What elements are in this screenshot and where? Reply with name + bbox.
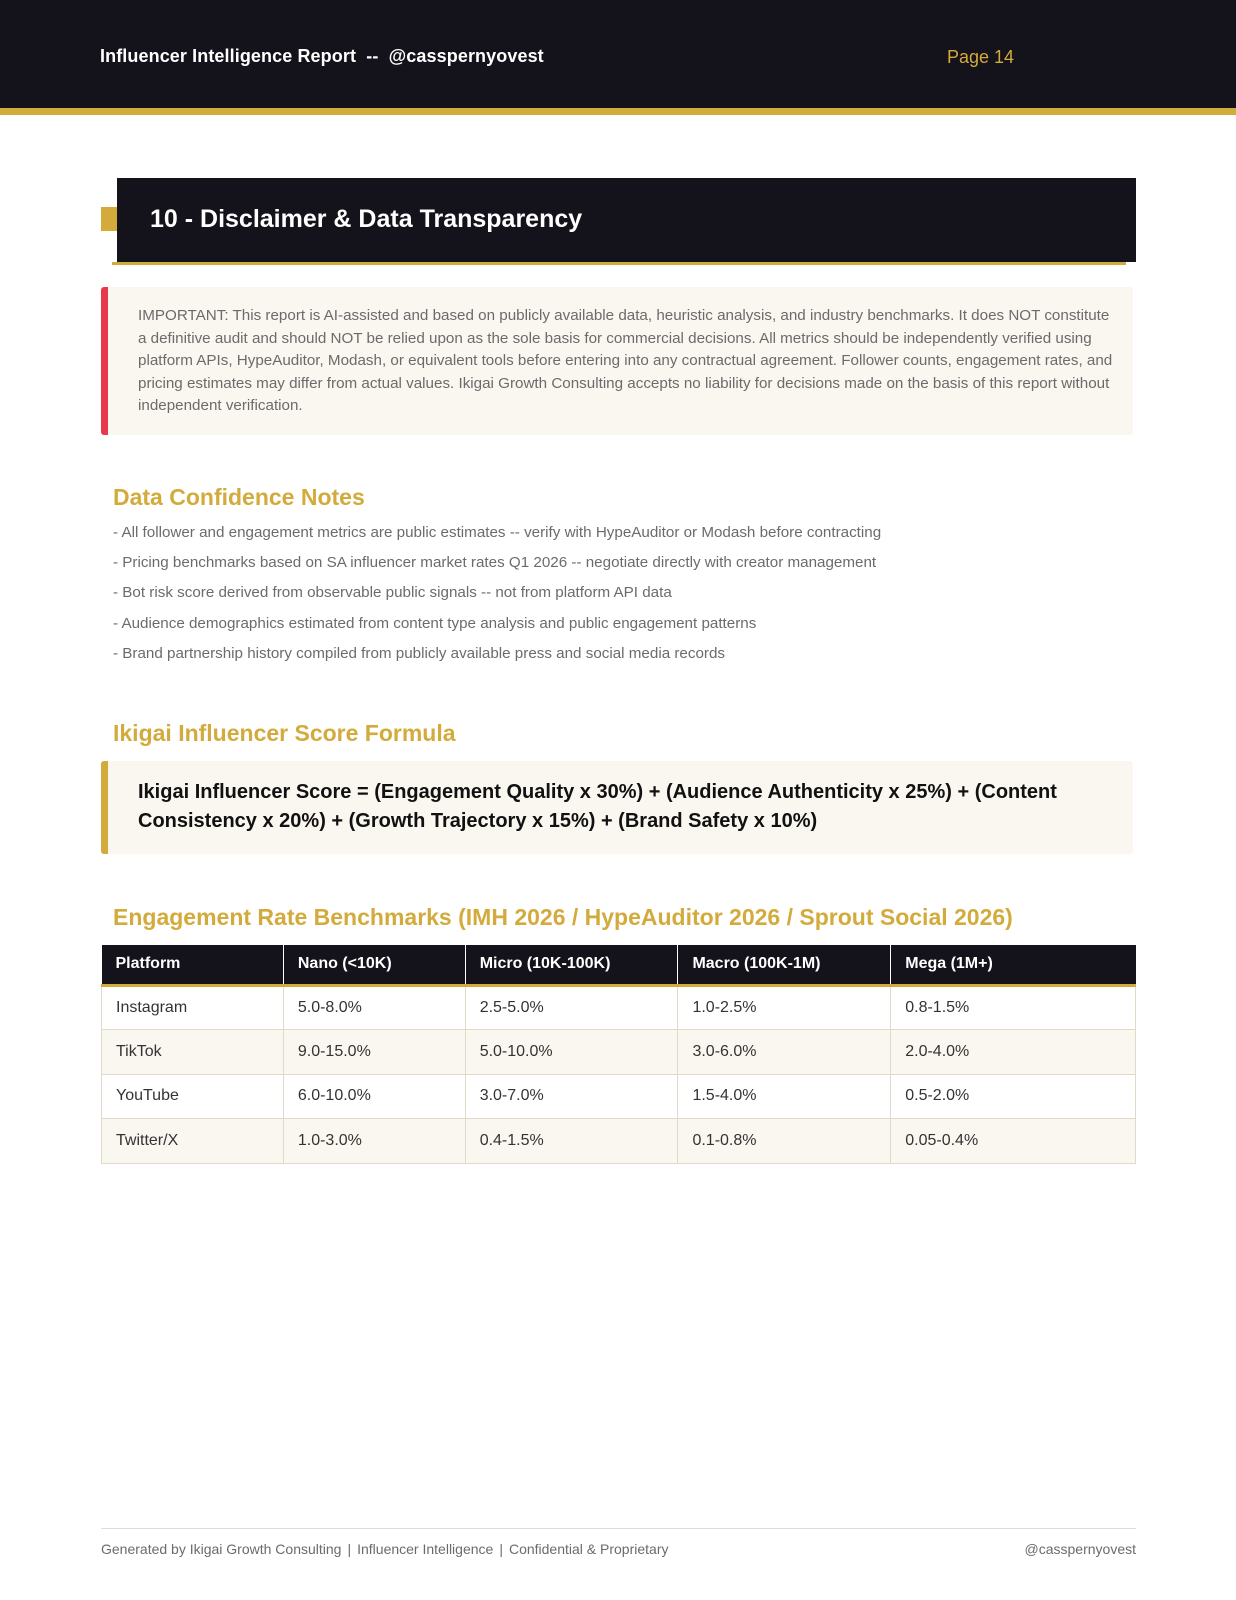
table-cell: 3.0-7.0% [465, 1074, 678, 1119]
list-item: - Audience demographics estimated from content type analysis and public engagement patterns [113, 614, 757, 632]
section-underline [112, 262, 1126, 265]
table-cell: 0.1-0.8% [678, 1119, 891, 1164]
table-row [102, 985, 1136, 1030]
list-item: - Pricing benchmarks based on SA influencer market rates Q1 2026 -- negotiate directly with creator management [113, 554, 877, 572]
list-item: - All follower and engagement metrics are public estimates -- verify with HypeAuditor or Modash before contracting [113, 524, 882, 541]
column-header-platform: Platform [102, 945, 284, 985]
table-row [102, 1119, 1136, 1164]
table-cell: 0.8-1.5% [891, 985, 1136, 1030]
section-header [117, 178, 1136, 262]
benchmarks-table [101, 945, 1136, 1164]
benchmarks-heading: Engagement Rate Benchmarks (IMH 2026 / HypeAuditor 2026 / Sprout Social 2026) [113, 904, 1013, 930]
column-header-mega: Mega (1M+) [891, 945, 1136, 985]
column-header-macro: Macro (100K-1M) [678, 945, 891, 985]
table-cell: 9.0-15.0% [283, 1030, 465, 1075]
confidence-heading: Data Confidence Notes [113, 484, 365, 510]
table-cell: 1.5-4.0% [678, 1074, 891, 1119]
footer-separator: | [499, 1541, 503, 1557]
table-cell: 2.5-5.0% [465, 985, 678, 1030]
footer-generated-by: Generated by Ikigai Growth Consulting [101, 1541, 342, 1557]
table-cell: 0.05-0.4% [891, 1119, 1136, 1164]
table-cell: 5.0-8.0% [283, 985, 465, 1030]
footer-credits [101, 1541, 668, 1557]
table-header-row [102, 945, 1136, 985]
page-number: Page 14 [947, 47, 1015, 67]
report-title: Influencer Intelligence Report -- @casspernyovest [100, 46, 544, 66]
table-cell: 0.5-2.0% [891, 1074, 1136, 1119]
column-header-micro: Micro (10K-100K) [465, 945, 678, 985]
footer-divider [101, 1528, 1136, 1529]
column-header-nano: Nano (<10K) [283, 945, 465, 985]
table-row [102, 1074, 1136, 1119]
formula-text: Ikigai Influencer Score = (Engagement Quality x 30%) + (Audience Authenticity x 25%) + (Content Consistency x 20%) + (Growth Trajectory x 15%) + (Brand Safety x 10%) [138, 781, 1057, 832]
table-cell: 2.0-4.0% [891, 1030, 1136, 1075]
footer-separator: | [347, 1541, 352, 1557]
list-item: - Bot risk score derived from observable public signals -- not from platform API data [113, 584, 672, 602]
formula-box [101, 761, 1133, 854]
table-cell: 3.0-6.0% [678, 1030, 891, 1075]
footer-handle: @casspernyovest [1024, 1541, 1136, 1557]
table-cell: 0.4-1.5% [465, 1119, 678, 1164]
report-header-bar [0, 0, 1236, 108]
table-cell: 1.0-2.5% [678, 985, 891, 1030]
confidence-notes-list [113, 523, 881, 674]
disclaimer-text: IMPORTANT: This report is AI-assisted and based on publicly available data, heuristic analysis, and industry benchmarks. It does NOT constitute a definitive audit and should NOT be relied upon as the sole basis for commercial decisions. All metrics should be independently verified using platform APIs, HypeAuditor, Modash, or equivalent tools before entering into any contractual agreement. Follower counts, engagement rates, and pricing estimates may differ from actual values. Ikigai Growth Consulting accepts no liability for decisions made on the basis of this report without independent verification. [138, 307, 1113, 414]
table-row [102, 1030, 1136, 1075]
disclaimer-box [101, 287, 1133, 435]
header-accent-line [0, 108, 1236, 115]
section-title: 10 - Disclaimer & Data Transparency [150, 205, 583, 233]
footer-product: Influencer Intelligence [357, 1541, 494, 1557]
table-cell: 5.0-10.0% [465, 1030, 678, 1075]
table-cell: 6.0-10.0% [283, 1074, 465, 1119]
list-item: - Brand partnership history compiled from publicly available press and social media records [113, 644, 726, 662]
footer-confidential: Confidential & Proprietary [508, 1541, 669, 1557]
table-cell: TikTok [102, 1030, 284, 1075]
table-cell: 1.0-3.0% [283, 1119, 465, 1164]
table-cell: Instagram [102, 985, 284, 1030]
formula-heading: Ikigai Influencer Score Formula [113, 720, 456, 746]
table-cell: YouTube [102, 1074, 284, 1119]
section-marker [101, 207, 117, 231]
table-cell: Twitter/X [102, 1119, 284, 1164]
